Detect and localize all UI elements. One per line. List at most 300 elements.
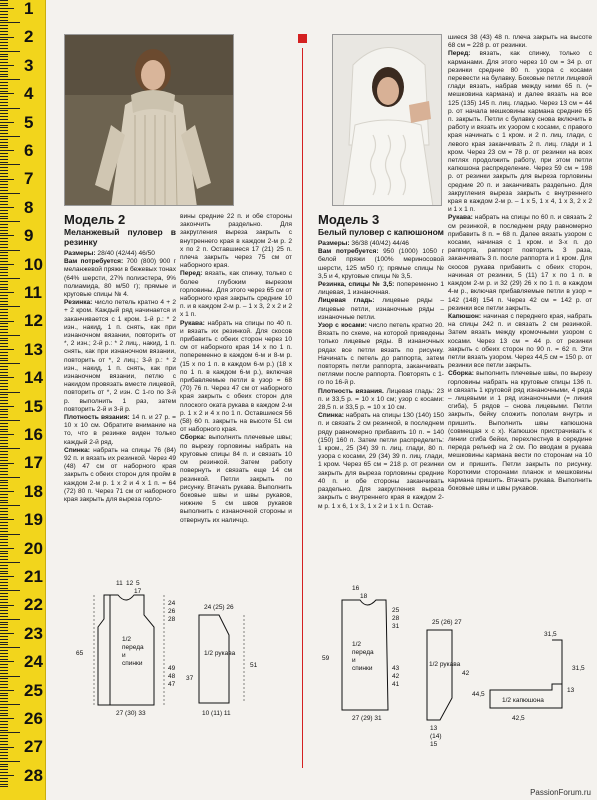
paragraph [64, 250, 176, 258]
paragraph-label: Узор с косами: [318, 322, 367, 330]
ruler-tick [0, 636, 8, 637]
ruler-tick [0, 775, 14, 776]
ruler-tick [0, 65, 14, 66]
paragraph [448, 313, 592, 370]
ruler-tick [0, 664, 8, 665]
paragraph-label: Плотность вязания. [318, 387, 384, 395]
svg-text:65: 65 [76, 650, 84, 657]
ruler-number: 27 [24, 737, 43, 757]
ruler-tick [0, 113, 8, 114]
ruler-tick [0, 431, 8, 432]
paragraph-text: набрать на спицы по 60 п. и связать 2 см резинкой, в последнем ряду равномерно прибавить 8 п. = 68 п. Далее вязать узором с косами, начиная с 1 кром. и 3-х п. до раппорта, раппорт повторить 3 раза, заканчивать 3 п. после раппорта и 1 кром. Для скосов рукава прибавить с обеих сторон, начиная от резинки, 5 (11) 17 х по 1 п. в каждом 2-м р. и 32 (29) 26 х по 1 п. в каждом 4-м р., включая прибавляемые петли в узор = 142 (148) 154 п. Через 42 см = 142 р. от резинки все петли закрыть. [448, 214, 592, 312]
ruler-tick [0, 150, 14, 151]
ruler-tick [0, 460, 8, 461]
ruler-tick [0, 309, 8, 310]
ruler-tick [0, 281, 8, 282]
ruler-tick [0, 468, 8, 469]
ruler-tick [0, 573, 8, 574]
ruler-tick [0, 216, 8, 217]
paragraph-text: попеременно 1 лицевая, 1 изнаночная. [318, 281, 444, 297]
svg-text:25: 25 [392, 607, 400, 614]
ruler-tick [0, 306, 20, 307]
ruler-tick [0, 261, 8, 262]
svg-text:27 (29) 31: 27 (29) 31 [352, 715, 382, 722]
model-3-title: Модель 3 [318, 212, 380, 227]
ruler-tick [0, 389, 8, 390]
ruler-tick [0, 434, 14, 435]
ruler-tick [0, 349, 14, 350]
ruler-tick [0, 74, 8, 75]
paragraph-label: Спинка: [64, 446, 90, 454]
ruler-tick [0, 45, 8, 46]
svg-text:17: 17 [134, 588, 142, 595]
paragraph [180, 434, 292, 524]
ruler-number: 9 [24, 226, 34, 246]
ruler-tick [0, 31, 8, 32]
ruler-tick [0, 11, 8, 12]
ruler-tick [0, 59, 8, 60]
ruler-tick [0, 184, 8, 185]
ruler-number: 14 [24, 368, 43, 388]
ruler-tick [0, 616, 8, 617]
ruler-number: 16 [24, 425, 43, 444]
model-3-photo [332, 34, 442, 206]
paragraph-text: число петель кратно 20. Вязать по схеме, на которой приведены только лицевые ряды. В изнаночных рядах все петли вязать по рисунку. Начинать с петель до раппорта, затем повторять петли раппорта, заканчивать петлями после раппорта. Повторять с 1-го по 16-й р. [318, 322, 444, 387]
ruler-number: 28 [24, 765, 43, 785]
paragraph-label: Размеры: [318, 240, 350, 247]
ruler-tick [0, 630, 8, 631]
ruler-tick [0, 494, 8, 495]
ruler-tick [0, 531, 8, 532]
ruler-tick [0, 68, 8, 69]
ruler-tick [0, 156, 8, 157]
ruler-tick [0, 624, 8, 625]
ruler-tick [0, 110, 8, 111]
ruler-tick [0, 42, 8, 43]
ruler-tick [0, 730, 8, 731]
ruler-tick [0, 394, 8, 395]
ruler-tick [0, 230, 8, 231]
ruler-tick [0, 269, 8, 270]
ruler-tick [0, 139, 8, 140]
ruler-tick [0, 465, 8, 466]
m3-hood-label: 1/2 капюшона [502, 697, 544, 704]
ruler-tick [0, 264, 14, 265]
ruler-tick [0, 3, 8, 4]
ruler-tick [0, 610, 8, 611]
svg-text:49: 49 [168, 665, 176, 672]
ruler-tick [0, 585, 8, 586]
ruler-number: 15 [24, 396, 43, 416]
ruler-tick [0, 619, 20, 620]
ruler-tick [0, 622, 8, 623]
section-divider [298, 34, 310, 774]
svg-text:41: 41 [392, 681, 400, 688]
svg-text:44,5: 44,5 [472, 691, 485, 698]
ruler-number: 25 [24, 680, 43, 700]
svg-text:31,5: 31,5 [544, 631, 557, 638]
paragraph-label: Спинка: [318, 412, 344, 420]
paragraph-label: Резинка: [64, 299, 93, 307]
paragraph [64, 299, 176, 414]
paragraph [318, 322, 444, 388]
svg-text:42: 42 [392, 673, 400, 680]
paragraph-label: Перед: [180, 270, 203, 278]
ruler-tick [0, 164, 20, 165]
ruler-tick [0, 647, 20, 648]
ruler-number: 8 [24, 197, 34, 217]
ruler-tick [0, 517, 8, 518]
svg-text:28: 28 [392, 615, 400, 622]
paragraph [318, 248, 444, 281]
ruler-tick [0, 272, 8, 273]
paragraph [448, 370, 592, 493]
ruler-number: 17 [24, 453, 43, 473]
ruler-tick [0, 633, 14, 634]
ruler-tick [0, 437, 8, 438]
ruler-tick [0, 752, 8, 753]
m2-sleeve-label: 1/2 рукава [204, 650, 236, 657]
ruler-tick [0, 741, 8, 742]
ruler-tick [0, 54, 8, 55]
paragraph-text: 700 (800) 900 г меланжевой пряжи в бежевых тонах (64% шерсти, 27% полиэстера, 9% полиамида, 80 м/50 г); прямые и круговые спицы № 4. [64, 258, 176, 299]
ruler-tick [0, 451, 8, 452]
ruler-number: 5 [24, 112, 34, 132]
ruler-number: 26 [24, 709, 43, 728]
ruler-tick [0, 571, 8, 572]
ruler-tick [0, 559, 8, 560]
ruler-tick [0, 403, 8, 404]
ruler-tick [0, 198, 8, 199]
ruler-tick [0, 693, 8, 694]
svg-text:15: 15 [430, 741, 438, 748]
paragraph [64, 447, 176, 504]
ruler-tick [0, 187, 8, 188]
ruler-tick [0, 684, 8, 685]
ruler-tick [0, 440, 8, 441]
ruler-tick [0, 667, 8, 668]
ruler-tick [0, 96, 8, 97]
ruler-tick [0, 642, 8, 643]
ruler-tick [0, 698, 8, 699]
ruler-tick [0, 644, 8, 645]
paragraph [318, 388, 444, 413]
ruler-tick [0, 519, 14, 520]
model-2-subtitle: Меланжевый пуловер в резинку [64, 227, 176, 247]
ruler-tick [0, 732, 20, 733]
ruler-tick [0, 639, 8, 640]
paragraph-text: Лицевая гладь: 23 п. и 33,5 р. = 10 х 10 см; узор с косами: 28,5 п. и 33,5 р. = 10 х 10 см. [318, 387, 444, 412]
paragraph [180, 270, 292, 319]
paragraph [180, 213, 292, 270]
ruler-tick [0, 380, 8, 381]
ruler-tick [0, 304, 8, 305]
ruler-tick [0, 162, 8, 163]
ruler-tick [0, 659, 8, 660]
ruler-tick [0, 267, 8, 268]
ruler-tick [0, 159, 8, 160]
ruler-tick [0, 474, 8, 475]
ruler-tick [0, 372, 8, 373]
ruler-tick [0, 551, 8, 552]
ruler-tick [0, 653, 8, 654]
ruler-number: 11 [24, 283, 42, 302]
ruler-tick [0, 429, 8, 430]
ruler-tick [0, 289, 8, 290]
ruler-tick [0, 321, 14, 322]
ruler-tick [0, 167, 8, 168]
ruler-tick [0, 426, 8, 427]
ruler-tick [0, 176, 8, 177]
magazine-page [50, 0, 597, 800]
ruler-tick [0, 99, 8, 100]
ruler-tick [0, 51, 20, 52]
paragraph-label: Резинка, спицы № 3,5: [318, 281, 395, 289]
ruler-tick [0, 221, 20, 222]
svg-text:43: 43 [392, 665, 400, 672]
ruler-tick [0, 301, 8, 302]
paragraph-text: шиеся 38 (43) 48 п. плеча закрыть на высоте 68 см = 228 р. от резинки. [448, 34, 592, 50]
ruler-tick [0, 122, 14, 123]
ruler-number: 6 [24, 141, 34, 160]
ruler-tick [0, 145, 8, 146]
ruler-tick [0, 196, 8, 197]
paragraph-label: Перед: [448, 50, 471, 58]
ruler-tick [0, 656, 8, 657]
ruler-tick [0, 386, 8, 387]
ruler-tick [0, 71, 8, 72]
svg-text:5: 5 [136, 580, 140, 587]
ruler-tick [0, 352, 8, 353]
ruler-tick [0, 579, 8, 580]
ruler-tick [0, 25, 8, 26]
ruler-tick [0, 369, 8, 370]
ruler-tick [0, 190, 8, 191]
ruler-tick [0, 48, 8, 49]
ruler-tick [0, 392, 20, 393]
paragraph [448, 50, 592, 214]
ruler-tick [0, 375, 8, 376]
ruler-tick [0, 627, 8, 628]
ruler-tick [0, 213, 8, 214]
ruler-tick [0, 491, 14, 492]
paragraph-label: Плотность вязания: [64, 414, 130, 422]
ruler-tick [0, 383, 8, 384]
ruler-tick [0, 82, 8, 83]
ruler-number: 1 [24, 0, 34, 18]
paragraph-text: вязать, как спинку, только с более глубоким вырезом горловины. Для этого через 65 см от наборного края закрыть средние 10 п. и в каждом 2-м р. – 1 х 3, 2 х 2 и 2 х 1 п. [180, 270, 293, 319]
ruler-tick [0, 676, 20, 677]
ruler-number: 20 [24, 538, 43, 558]
ruler-tick [0, 588, 8, 589]
svg-text:12: 12 [126, 580, 134, 587]
model-2-schema [64, 575, 294, 745]
paragraph-text: начиная с переднего края, набрать на спицы 242 п. и связать 2 см резинкой. Затем вязать между кромочными узором с косами. Через 13 см = 44 р. от резинки закрыть с обеих сторон по 90 п. = 62 п. Эти петли вязать узором. Через 44,5 см = 150 р. от резинки все петли закрыть. [448, 312, 592, 370]
ruler-tick [0, 758, 8, 759]
paragraph-text: набрать на спицы 130 (140) 150 п. и связать 2 см резинкой, в последнем ряду равномерно прибавить 10 п. = 140 (150) 160 п. Затем петли распределить: 1 кром., 25 (34) 39 п. лиц. глади, 80 п. узора с косами, 29 (34) 39 п. лиц. глади, 1 кром. Через 65 см = 218 р. от резинки закрыть для выреза горловины средние 40 п. и обе стороны заканчивать раздельно. Для закругления выреза закрыть с внутреннего края в каждом 2-м р. 1 х 6, 1 х 3, 1 х 2 и 1 х 1 п. Остав- [318, 412, 444, 510]
ruler-tick [0, 39, 8, 40]
ruler-tick [0, 670, 8, 671]
ruler-tick [0, 204, 8, 205]
ruler-tick [0, 34, 8, 35]
paragraph-text: набрать на спицы по 40 п. и вязать их резинкой. Для скосов прибавить с обеих сторон через 10 см от наборного края 14 х по 1 п. попеременно в каждом 6-м и 8-м р. (15 х по 1 п. в каждом 6-м р.) (18 х по 1 п. в каждом 6-м р.), включая прибавляемые петли в узор = 68 (70) 76 п. Через 47 см от наборного края закрыть с обеих сторон для плоского оката рукава в каждом 2-м р. 1 х 2 и 4 х по 1 п. Оставшиеся 56 (58) 60 п. закрыть на высоте 51 см от наборного края. [180, 319, 292, 434]
ruler-tick [0, 315, 8, 316]
ruler-tick [0, 20, 8, 21]
ruler-tick [0, 414, 8, 415]
svg-text:13: 13 [430, 725, 438, 732]
ruler-number: 13 [24, 339, 43, 359]
ruler-tick [0, 323, 8, 324]
paragraph-text: вязать, как спинку, только с карманами. Для этого через 10 см = 34 р. от резинки средние 80 п. узора с косами перевести на булавку. Боковые петли лицевой глади вязать, набрав между ними 65 п. (= мешковина кармана) и далее вязать на все 125 (135) 145 п. лиц. гладью. Через 13 см = 44 р. от начала мешковины кармана средние 65 п. закрыть. Петли с булавку снова включить в работу и вязать их узором с косами, с правого края начинать с 1 кром. и 2 п. лиц. глади, с левого края заканчивать 2 п. лиц. глади и 1 кром. Через 23 см = 78 р. от резинки на всех петлях продолжить работу, при этом петли капюшона распределение. Через 59 см = 198 р. от резинки закрыть для выреза горловины средние 20 п. и заканчивать раздельно. Для закругления выреза закрыть с внутреннего края в каждом 2-м р. – 1 х 5, 1 х 4, 1 х 3, 2 х 2 и 1 х 1 п. [448, 50, 592, 214]
ruler-tick [0, 201, 8, 202]
paragraph [448, 34, 592, 50]
svg-text:42,5: 42,5 [512, 715, 525, 722]
ruler-tick [0, 93, 14, 94]
paragraph-label: Вам потребуется: [318, 248, 379, 256]
ruler-tick [0, 781, 8, 782]
ruler-number: 4 [24, 84, 34, 104]
ruler-tick [0, 596, 8, 597]
ruler-tick [0, 14, 8, 15]
paragraph-text: число петель кратно 4 + 2 + 2 кром. Каждый ряд начинается и заканчивается с 1 кром. 1-й р.: * 2 изн., накид, 1 п. снять, как при изнаночном вязании, повторить от *, 2 изн.; 2-й р.: * 2 лиц., накид, 1 п. снять, как при изнаночном вязании, повторить от *, 2 лиц.; 3-й р.: * 2 изн., накид, 1 п. снять, как при изнаночном вязании, петлю с накидом провязать вместе лицевой, повторить от *, 2 изн. С 1-го по 3-й р. выполнить 1 раз, затем повторить 2-й и 3-й р. [64, 299, 176, 413]
ruler-tick [0, 355, 8, 356]
ruler-tick [0, 556, 8, 557]
svg-text:25 (26) 27: 25 (26) 27 [432, 619, 462, 626]
ruler-tick [0, 37, 14, 38]
ruler-tick [0, 295, 8, 296]
ruler-tick [0, 542, 8, 543]
ruler-tick [0, 769, 8, 770]
ruler-tick [0, 454, 8, 455]
ruler-tick [0, 119, 8, 120]
ruler-tick [0, 108, 20, 109]
ruler-tick [0, 545, 8, 546]
ruler-tick [0, 62, 8, 63]
ruler-tick [0, 488, 8, 489]
svg-text:42: 42 [462, 670, 470, 677]
watermark: PassionForum.ru [530, 788, 591, 797]
ruler-tick [0, 480, 8, 481]
ruler-tick [0, 406, 14, 407]
paragraph [64, 414, 176, 447]
ruler-tick [0, 687, 8, 688]
paragraph-label: Сборка: [448, 370, 474, 378]
svg-text:31: 31 [392, 623, 400, 630]
ruler-tick [0, 525, 8, 526]
ruler-tick [0, 275, 8, 276]
ruler-tick [0, 727, 8, 728]
svg-text:48: 48 [168, 673, 176, 680]
ruler-tick [0, 17, 8, 18]
ruler-tick [0, 446, 8, 447]
paragraph-text: 36/38 (40/42) 44/46 [349, 240, 409, 247]
paragraph-text: выполнить плечевые швы, по вырезу горловины набрать на круговые спицы 136 п. и связать 1 круговой ряд изнаночными, 4 ряда – лицевыми и 1 ряд изнаночными (= линия сгиба), 5 рядов – снова лицевыми. Петли закрыть, бейку сложить пополам внутрь и пришить. Выполнить швы капюшона (совмещая x с x). Капюшон пристрачивать к линии сгиба бейки, перехлестнув в середине переда рельеф на 2 см. По вводам в рукава мешковины кармана вести по сторонам на 10 см и пришить. Петли закрыть по рисунку. Короткими сторонами планок и мешковины кармана пришить. Втачать рукава. Выполнить боковые швы и швы рукавов. [448, 370, 592, 493]
ruler-tick [0, 346, 8, 347]
ruler-tick [0, 147, 8, 148]
model-3-column-1 [318, 213, 444, 511]
paragraph [318, 412, 444, 510]
ruler-tick [0, 482, 8, 483]
ruler-tick [0, 661, 14, 662]
ruler-tick [0, 471, 8, 472]
svg-text:24: 24 [168, 600, 176, 607]
ruler-tick [0, 363, 20, 364]
ruler-tick [0, 755, 8, 756]
ruler-tick [0, 713, 8, 714]
model-2-title: Модель 2 [64, 212, 126, 227]
ruler-tick [0, 565, 8, 566]
ruler-tick [0, 193, 20, 194]
ruler-tick [0, 241, 8, 242]
ruler-tick [0, 715, 8, 716]
ruler-tick [0, 522, 8, 523]
ruler-tick [0, 224, 8, 225]
ruler-tick [0, 420, 20, 421]
ruler-tick [0, 252, 8, 253]
ruler-tick [0, 721, 8, 722]
model-2-photo [64, 34, 234, 206]
ruler-tick [0, 400, 8, 401]
ruler-tick [0, 338, 8, 339]
ruler-tick [0, 360, 8, 361]
ruler-number: 7 [24, 169, 34, 189]
ruler-tick [0, 607, 8, 608]
svg-text:26: 26 [168, 608, 176, 615]
ruler-number: 23 [24, 623, 43, 643]
ruler-tick [0, 576, 14, 577]
ruler-tick [0, 210, 8, 211]
svg-text:16: 16 [352, 585, 360, 592]
paragraph [318, 240, 444, 248]
ruler-tick [0, 329, 8, 330]
paragraph [448, 214, 592, 312]
ruler-tick [0, 568, 8, 569]
ruler-tick [0, 448, 20, 449]
paragraph-label: Капюшон: [448, 312, 482, 320]
ruler-tick [0, 358, 8, 359]
paragraph-label: Лицевая гладь: [318, 297, 375, 305]
paragraph [318, 297, 444, 322]
ruler-tick [0, 718, 14, 719]
ruler-tick [0, 738, 8, 739]
paragraph [180, 320, 292, 435]
ruler-tick [0, 397, 8, 398]
ruler-tick [0, 244, 8, 245]
ruler-tick [0, 116, 8, 117]
ruler-tick [0, 528, 8, 529]
paragraph-text: лицевые ряды – лицевые петли, изнаночные ряды – изнаночные петли. [318, 297, 444, 321]
ruler-tick [0, 238, 8, 239]
ruler-tick [0, 91, 8, 92]
ruler-number: 10 [24, 254, 43, 274]
ruler-tick [0, 502, 8, 503]
ruler-number: 12 [24, 311, 43, 331]
paragraph-text: набрать на спицы 76 (84) 92 п. и вязать их резинкой. Через 49 (48) 47 см от наборного края закрыть с обеих сторон для пройм в каждом 2-м р. 1 х 2 и 4 х 1 п. = 64 (72) 80 п. Через 71 см от наборного края закрыть для выреза горло- [64, 446, 176, 504]
ruler-number: 24 [24, 652, 43, 672]
ruler-tick [0, 772, 8, 773]
ruler-tick [0, 605, 14, 606]
ruler-tick [0, 250, 20, 251]
ruler-tick [0, 536, 8, 537]
ruler-tick [0, 695, 8, 696]
ruler-tick [0, 343, 8, 344]
ruler-tick [0, 553, 8, 554]
ruler-tick [0, 125, 8, 126]
ruler-number: 3 [24, 55, 34, 75]
ruler-tick [0, 153, 8, 154]
paragraph-text: 950 (1000) 1050 г белой пряжи (100% мериносовой шерсти, 125 м/50 г); прямые спицы № 3,5 и 4, круговые спицы № 3,5. [318, 248, 444, 280]
ruler-tick [0, 105, 8, 106]
